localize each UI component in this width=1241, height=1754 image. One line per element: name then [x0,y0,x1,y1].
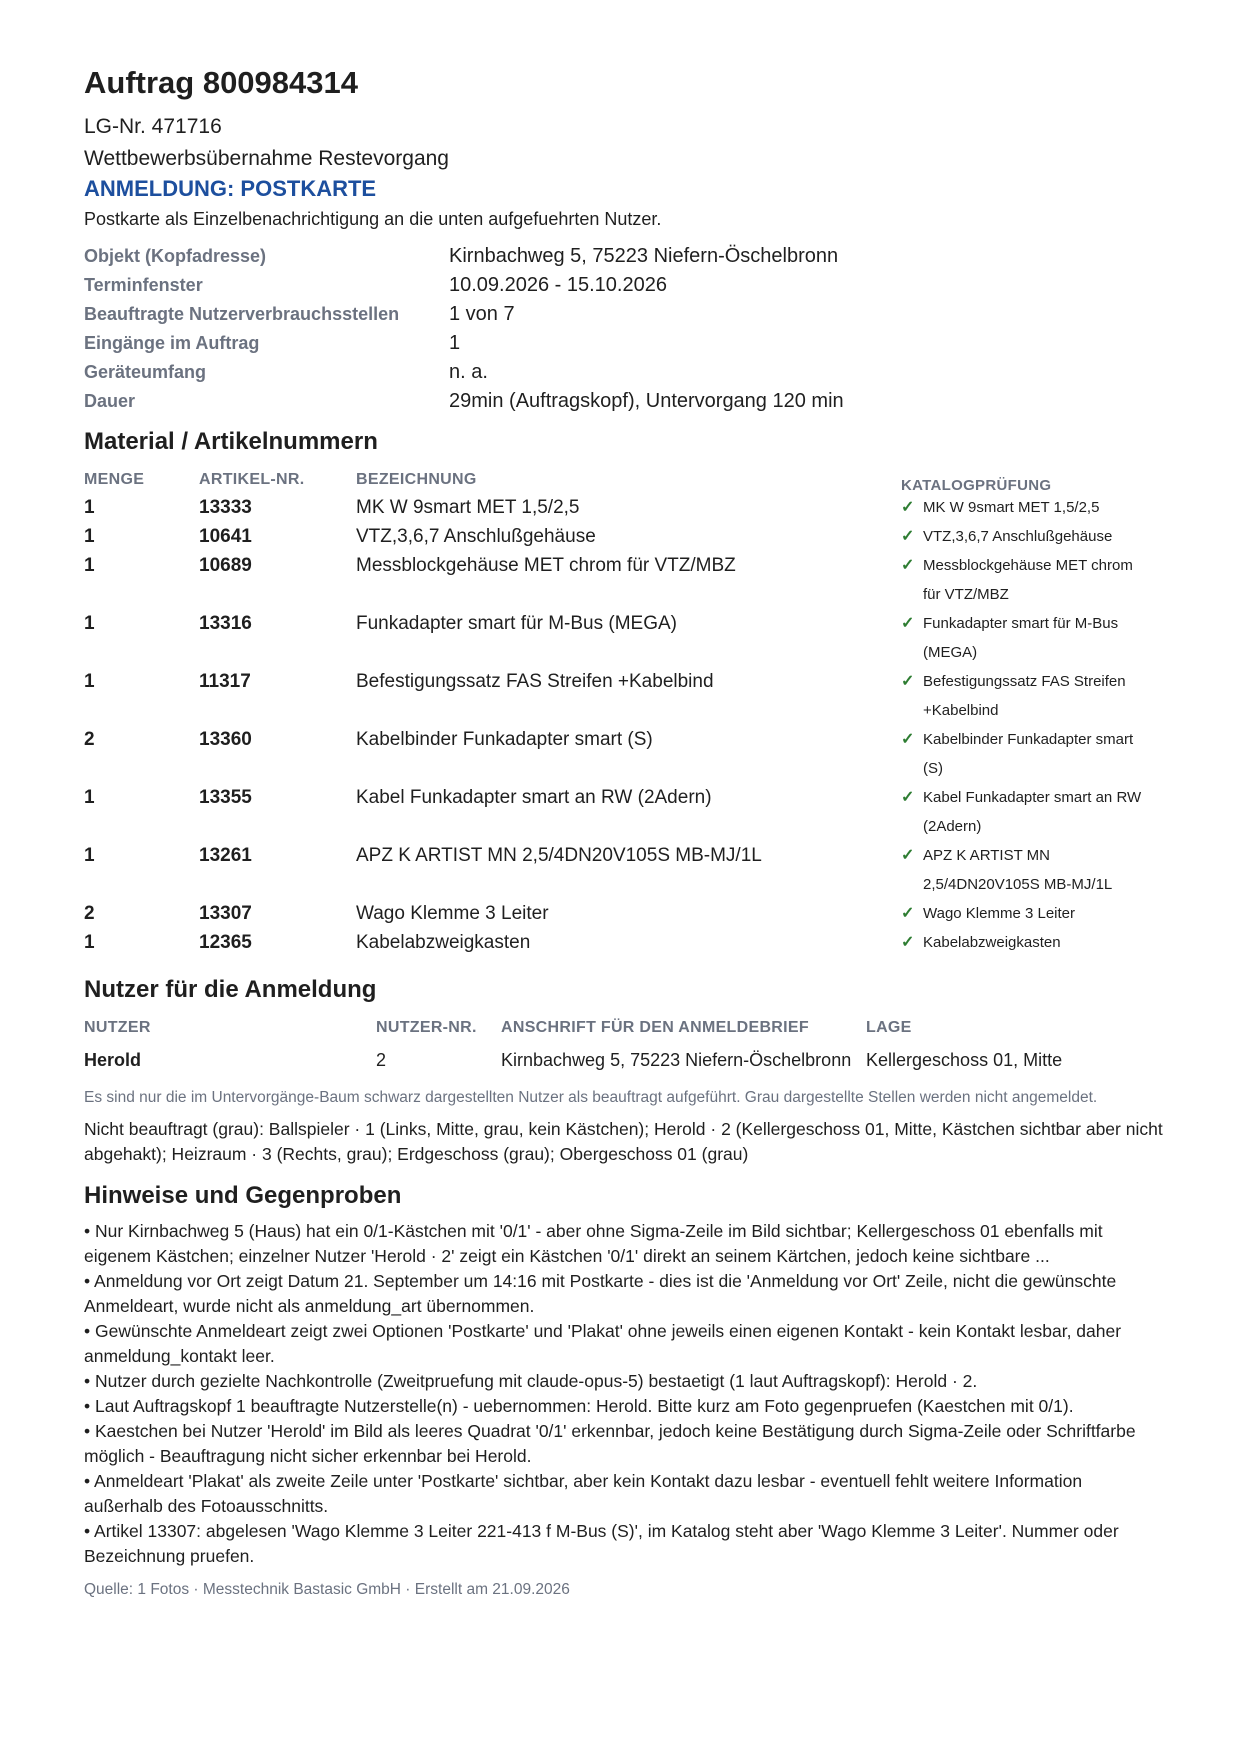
check-icon: ✓ [901,557,915,574]
quantity-cell: 1 [84,497,95,518]
detail-value: 1 von 7 [449,303,515,325]
check-icon: ✓ [901,615,915,632]
table-row [84,493,1164,522]
quantity-cell: 1 [84,787,95,808]
description-cell: Messblockgehäuse MET chrom für VTZ/MBZ [356,555,736,576]
nutzer-not-assigned-note: Nicht beauftragt (grau): Ballspieler · 1 (Links, Mitte, grau, kein Kästchen); Herold · 2 (Kellergeschoss 01, Mitte, Kästchen sichtbar aber nicht abgehakt); Heizraum · 3 (Rechts, grau); Erdgeschoss (grau); Obergeschoss 01 (grau) [84,1119,1163,1164]
article-number-cell: 11317 [199,671,251,692]
nutzer-number-cell: 2 [376,1050,387,1070]
catalog-check-cell [901,841,1164,899]
catalog-text: +Kabelbind [923,702,999,719]
catalog-check-cell [901,609,1164,667]
detail-row [84,390,1164,413]
quantity-cell: 1 [84,845,95,866]
catalog-text: (MEGA) [923,644,978,661]
article-number-cell: 13307 [199,903,252,924]
table-row [84,841,1164,899]
list-item: • Artikel 13307: abgelesen 'Wago Klemme 3 Leiter 221-413 f M-Bus (S)', im Katalog steht aber 'Wago Klemme 3 Leiter'. Nummer oder Bezeichnung pruefen. [84,1521,1119,1566]
check-icon: ✓ [901,528,915,545]
order-details [84,245,1164,413]
catalog-text: Messblockgehäuse MET chrom [923,557,1133,574]
catalog-check-cell [901,522,1164,551]
detail-row [84,274,1164,297]
table-row [84,725,1164,783]
column-header-artikel: ARTIKEL-NR. [199,471,305,488]
check-icon: ✓ [901,731,915,748]
list-item: • Laut Auftragskopf 1 beauftragte Nutzerstelle(n) - uebernommen: Herold. Bitte kurz am Foto gegenpruefen (Kaestchen mit 0/1). [84,1396,1074,1416]
detail-value: 10.09.2026 - 15.10.2026 [449,274,667,296]
catalog-check-line [901,754,1164,783]
registration-description: Postkarte als Einzelbenachrichtigung an die unten aufgefuehrten Nutzer. [84,209,662,229]
catalog-check-cell [901,667,1164,725]
list-item: • Gewünschte Anmeldeart zeigt zwei Optionen 'Postkarte' und 'Plakat' ohne jeweils einen eigenen Kontakt - kein Kontakt lesbar, daher anmeldung_kontakt leer. [84,1321,1122,1366]
material-table-body [84,493,1164,957]
catalog-check-line [901,580,1164,609]
table-row [84,1045,1164,1075]
catalog-check-line [901,899,1164,928]
catalog-check-line [901,841,1164,870]
article-number-cell: 10689 [199,555,252,576]
detail-label: Terminfenster [84,275,203,295]
catalog-check-cell [901,783,1164,841]
check-spacer [901,580,923,609]
column-header-nutzer: NUTZER [84,1019,151,1036]
catalog-text: Wago Klemme 3 Leiter [923,905,1076,922]
quantity-cell: 1 [84,671,95,692]
catalog-text: für VTZ/MBZ [923,586,1009,603]
column-header-lage: LAGE [866,1019,912,1036]
nutzer-table-header [84,1019,1164,1041]
description-cell: Kabelabzweigkasten [356,932,531,953]
article-number-cell: 13316 [199,613,252,634]
nutzer-heading: Nutzer für die Anmeldung [84,976,377,1003]
detail-label: Dauer [84,391,136,411]
check-spacer [901,638,923,667]
process-type: Wettbewerbsübernahme Restevorgang [84,147,449,170]
address-cell: Kirnbachweg 5, 75223 Niefern-Öschelbronn [501,1050,852,1070]
catalog-text: MK W 9smart MET 1,5/2,5 [923,499,1100,516]
check-spacer [901,812,923,841]
description-cell: APZ K ARTIST MN 2,5/4DN20V105S MB-MJ/1L [356,845,762,866]
material-table-header [84,471,1164,493]
table-row [84,609,1164,667]
catalog-check-line [901,551,1164,580]
detail-row [84,332,1164,355]
detail-row [84,361,1164,384]
quantity-cell: 1 [84,526,95,547]
document-content [84,64,1164,1601]
detail-row [84,303,1164,326]
description-cell: MK W 9smart MET 1,5/2,5 [356,497,580,518]
catalog-text: APZ K ARTIST MN [923,847,1050,864]
quantity-cell: 2 [84,903,95,924]
detail-value: 29min (Auftragskopf), Untervorgang 120 min [449,390,844,412]
registration-type-heading: ANMELDUNG: POSTKARTE [84,176,377,201]
catalog-text: Funkadapter smart für M-Bus [923,615,1119,632]
list-item: • Kaestchen bei Nutzer 'Herold' im Bild als leeres Quadrat '0/1' erkennbar, jedoch keine Bestätigung durch Sigma-Zeile oder Schriftfarbe möglich - Beauftragung nicht sicher erkennbar bei Herold. [84,1421,1136,1466]
order-title: Auftrag 800984314 [84,65,358,100]
detail-label: Eingänge im Auftrag [84,333,260,353]
detail-row [84,245,1164,268]
detail-label: Geräteumfang [84,362,207,382]
catalog-check-cell [901,899,1164,928]
check-spacer [901,696,923,725]
column-header-nutzer-nr: NUTZER-NR. [376,1019,477,1036]
article-number-cell: 10641 [199,526,252,547]
catalog-text: (2Adern) [923,818,982,835]
check-icon: ✓ [901,905,915,922]
table-row [84,899,1164,928]
table-row [84,928,1164,957]
table-row [84,551,1164,609]
detail-label: Beauftragte Nutzerverbrauchsstellen [84,304,400,324]
check-icon: ✓ [901,847,915,864]
catalog-check-line [901,812,1164,841]
check-icon: ✓ [901,673,915,690]
catalog-check-line [901,725,1164,754]
nutzer-table-body [84,1045,1164,1075]
article-number-cell: 12365 [199,932,252,953]
catalog-check-cell [901,493,1164,522]
table-row [84,522,1164,551]
material-heading: Material / Artikelnummern [84,428,378,455]
article-number-cell: 13261 [199,845,252,866]
check-icon: ✓ [901,934,915,951]
catalog-text: Kabelbinder Funkadapter smart [923,731,1134,748]
list-item: • Nutzer durch gezielte Nachkontrolle (Zweitpruefung mit claude-opus-5) bestaetigt (1 laut Auftragskopf): Herold · 2. [84,1371,978,1391]
description-cell: Kabelbinder Funkadapter smart (S) [356,729,653,750]
location-cell: Kellergeschoss 01, Mitte [866,1050,1063,1070]
catalog-text: Kabel Funkadapter smart an RW [923,789,1142,806]
check-icon: ✓ [901,789,915,806]
lg-number: LG-Nr. 471716 [84,115,222,138]
list-item: • Anmeldeart 'Plakat' als zweite Zeile unter 'Postkarte' sichtbar, aber kein Kontakt dazu lesbar - eventuell fehlt weitere Information außerhalb des Fotoausschnitts. [84,1471,1083,1516]
detail-value: n. a. [449,361,488,383]
detail-value: 1 [449,332,461,354]
catalog-check-line [901,783,1164,812]
column-header-katalog: KATALOGPRÜFUNG [901,477,1052,494]
catalog-text: (S) [923,760,943,777]
quantity-cell: 2 [84,729,95,750]
check-spacer [901,754,923,783]
table-row [84,783,1164,841]
description-cell: VTZ,3,6,7 Anschlußgehäuse [356,526,596,547]
catalog-check-line [901,696,1164,725]
catalog-check-line [901,609,1164,638]
article-number-cell: 13355 [199,787,252,808]
catalog-check-cell [901,928,1164,957]
catalog-check-line [901,928,1164,957]
catalog-text: Kabelabzweigkasten [923,934,1061,951]
catalog-check-cell [901,551,1164,609]
table-row [84,667,1164,725]
description-cell: Befestigungssatz FAS Streifen +Kabelbind [356,671,714,692]
catalog-check-line [901,493,1164,522]
check-icon: ✓ [901,499,915,516]
nutzer-note-grey: Es sind nur die im Untervorgänge-Baum schwarz dargestellten Nutzer als beauftragt aufgeführt. Grau dargestellte Stellen werden nicht angemeldet. [84,1089,1098,1106]
quantity-cell: 1 [84,555,95,576]
quantity-cell: 1 [84,613,95,634]
hinweise-heading: Hinweise und Gegenproben [84,1182,402,1209]
description-cell: Wago Klemme 3 Leiter [356,903,549,924]
detail-label: Objekt (Kopfadresse) [84,246,267,266]
nutzer-name-cell: Herold [84,1050,142,1070]
list-item: • Anmeldung vor Ort zeigt Datum 21. September um 14:16 mit Postkarte - dies ist die 'Anmeldung vor Ort' Zeile, nicht die gewünschte Anmeldeart, wurde nicht als anmeldung_art übernommen. [84,1271,1117,1316]
catalog-text: 2,5/4DN20V105S MB-MJ/1L [923,876,1113,893]
article-number-cell: 13360 [199,729,252,750]
list-item: • Nur Kirnbachweg 5 (Haus) hat ein 0/1-Kästchen mit '0/1' - aber ohne Sigma-Zeile im Bild sichtbar; Kellergeschoss 01 ebenfalls mit eigenem Kästchen; einzelner Nutzer 'Herold · 2' zeigt ein Kästchen '0/1' direkt an seinem Kärtchen, jedoch keine sichtbare ... [84,1221,1103,1266]
quantity-cell: 1 [84,932,95,953]
column-header-menge: MENGE [84,471,145,488]
check-spacer [901,870,923,899]
catalog-check-line [901,870,1164,899]
column-header-bezeichnung: BEZEICHNUNG [356,471,477,488]
catalog-text: Befestigungssatz FAS Streifen [923,673,1126,690]
column-header-anschrift: ANSCHRIFT FÜR DEN ANMELDEBRIEF [501,1019,809,1036]
hinweise-list [84,1219,1164,1569]
article-number-cell: 13333 [199,497,252,518]
catalog-check-line [901,638,1164,667]
source-footer: Quelle: 1 Fotos · Messtechnik Bastasic GmbH · Erstellt am 21.09.2026 [84,1581,570,1598]
detail-value: Kirnbachweg 5, 75223 Niefern-Öschelbronn [449,245,839,267]
description-cell: Kabel Funkadapter smart an RW (2Adern) [356,787,712,808]
catalog-check-line [901,667,1164,696]
description-cell: Funkadapter smart für M-Bus (MEGA) [356,613,677,634]
catalog-check-line [901,522,1164,551]
catalog-text: VTZ,3,6,7 Anschlußgehäuse [923,528,1113,545]
catalog-check-cell [901,725,1164,783]
